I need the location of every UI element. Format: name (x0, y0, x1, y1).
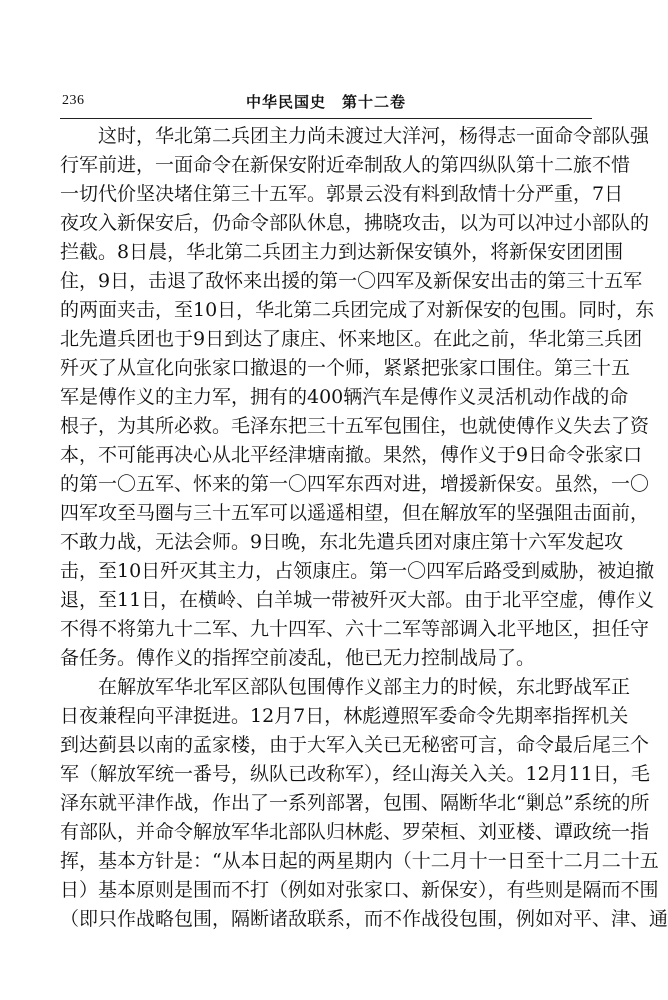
page-header (60, 91, 592, 115)
text-line: 不得不将第九十二军、九十四军、六十二军等部调入北平地区，担任守 (60, 618, 650, 640)
text-line: 在解放军华北军区部队包围傅作义部主力的时候，东北野战军正 (98, 676, 631, 698)
text-line: 的第一〇五军、怀来的第一〇四军东西对进，增援新保安。虽然，一〇 (60, 473, 650, 495)
text-line: 歼灭了从宣化向张家口撤退的一个师，紧紧把张家口围住。第三十五 (60, 357, 631, 379)
text-line: 军（解放军统一番号，纵队已改称军），经山海关入关。12月11日，毛 (60, 763, 650, 785)
body-text (60, 122, 668, 934)
text-line: 有部队，并命令解放军华北部队归林彪、罗荣桓、刘亚楼、谭政统一指 (60, 821, 650, 843)
text-line: 泽东就平津作战，作出了一系列部署，包围、隔断华北“剿总”系统的所 (60, 792, 650, 814)
text-line: 到达蓟县以南的孟家楼，由于大军入关已无秘密可言，命令最后尾三个 (60, 734, 650, 756)
text-line: 的两面夹击，至10日，华北第二兵团完成了对新保安的包围。同时，东 (60, 299, 655, 321)
text-line: 住，9日，击退了敌怀来出援的第一〇四军及新保安出击的第三十五军 (60, 270, 643, 292)
text-line: 本，不可能再决心从北平经津塘南撤。果然，傅作义于9日命令张家口 (60, 444, 643, 466)
text-line: 不敢力战，无法会师。9日晚，东北先遣兵团对康庄第十六军发起攻 (60, 531, 624, 553)
text-line: 根子，为其所必救。毛泽东把三十五军包围住，也就使傅作义失去了资 (60, 415, 650, 437)
text-line: 挥，基本方针是：“从本日起的两星期内（十二月十一日至十二月二十五 (60, 850, 659, 872)
page-number: 236 (62, 93, 85, 108)
header-rule (60, 118, 592, 119)
text-line: 退，至11日，在横岭、白羊城一带被歼灭大部。由于北平空虚，傅作义 (60, 589, 655, 611)
text-line: 这时，华北第二兵团主力尚未渡过大洋河，杨得志一面命令部队强 (98, 125, 650, 147)
text-line: 备任务。傅作义的指挥空前凌乱，他已无力控制战局了。 (60, 647, 536, 669)
text-line: 击，至10日歼灭其主力，占领康庄。第一〇四军后路受到威胁，被迫撤 (60, 560, 655, 582)
text-line: 夜攻入新保安后，仍命令部队休息，拂晓攻击，以为可以冲过小部队的 (60, 212, 650, 234)
running-title: 中华民国史 第十二卷 (245, 93, 406, 111)
text-line: 四军攻至马圈与三十五军可以遥遥相望，但在解放军的坚强阻击面前， (60, 502, 650, 524)
text-line: 军是傅作义的主力军，拥有的400辆汽车是傅作义灵活机动作战的命 (60, 386, 629, 408)
text-line: （即只作战略包围，隔断诸敌联系，而不作战役包围，例如对平、津、通 (60, 908, 668, 930)
text-line: 一切代价坚决堵住第三十五军。郭景云没有料到敌情十分严重，7日 (60, 183, 624, 205)
text-line: 北先遣兵团也于9日到达了康庄、怀来地区。在此之前，华北第三兵团 (60, 328, 643, 350)
text-line: 日）基本原则是围而不打（例如对张家口、新保安），有些则是隔而不围 (60, 879, 659, 901)
text-line: 拦截。8日晨，华北第二兵团主力到达新保安镇外，将新保安团团围 (60, 241, 624, 263)
text-line: 日夜兼程向平津挺进。12月7日，林彪遵照军委命令先期率指挥机关 (60, 705, 629, 727)
text-line: 行军前进，一面命令在新保安附近牵制敌人的第四纵队第十二旅不惜 (60, 154, 631, 176)
